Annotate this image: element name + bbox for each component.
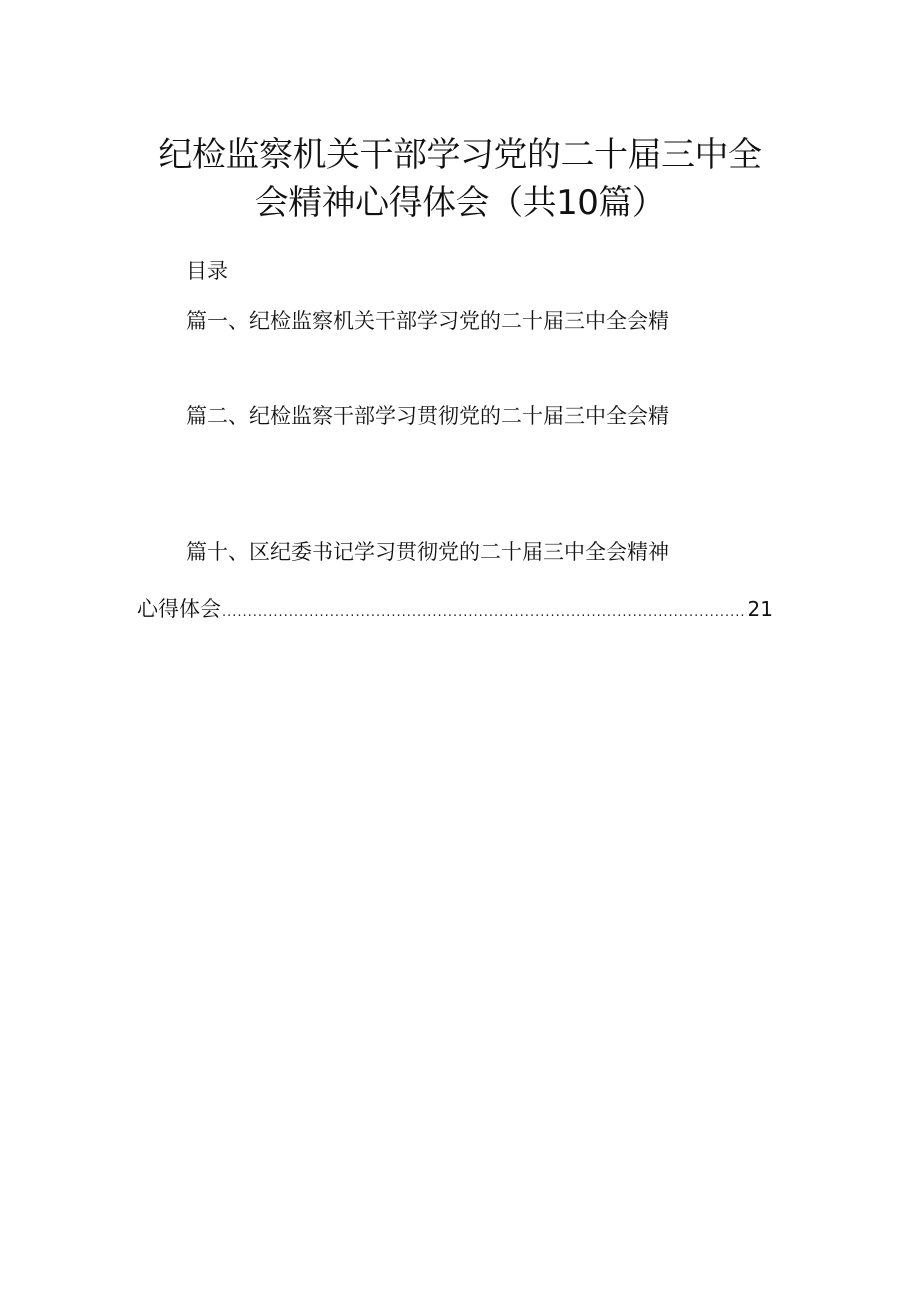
document-title-line-2: 会精神心得体会（共10篇） <box>254 183 666 223</box>
toc-entry-1[interactable]: 篇一、纪检监察机关干部学习党的二十届三中全会精 <box>186 309 669 333</box>
toc-entry-10-page-number: 21 <box>747 597 773 621</box>
toc-entry-10[interactable]: 篇十、区纪委书记学习贯彻党的二十届三中全会精神 <box>186 540 669 564</box>
toc-dot-leader <box>222 598 747 628</box>
toc-heading: 目录 <box>186 259 228 283</box>
toc-entry-2[interactable]: 篇二、纪检监察干部学习贯彻党的二十届三中全会精 <box>186 404 669 428</box>
document-title-line-1: 纪检监察机关干部学习党的二十届三中全 <box>158 135 762 175</box>
toc-entry-10-continuation-text: 心得体会 <box>137 597 221 621</box>
toc-entry-10-continuation[interactable] <box>137 594 773 628</box>
